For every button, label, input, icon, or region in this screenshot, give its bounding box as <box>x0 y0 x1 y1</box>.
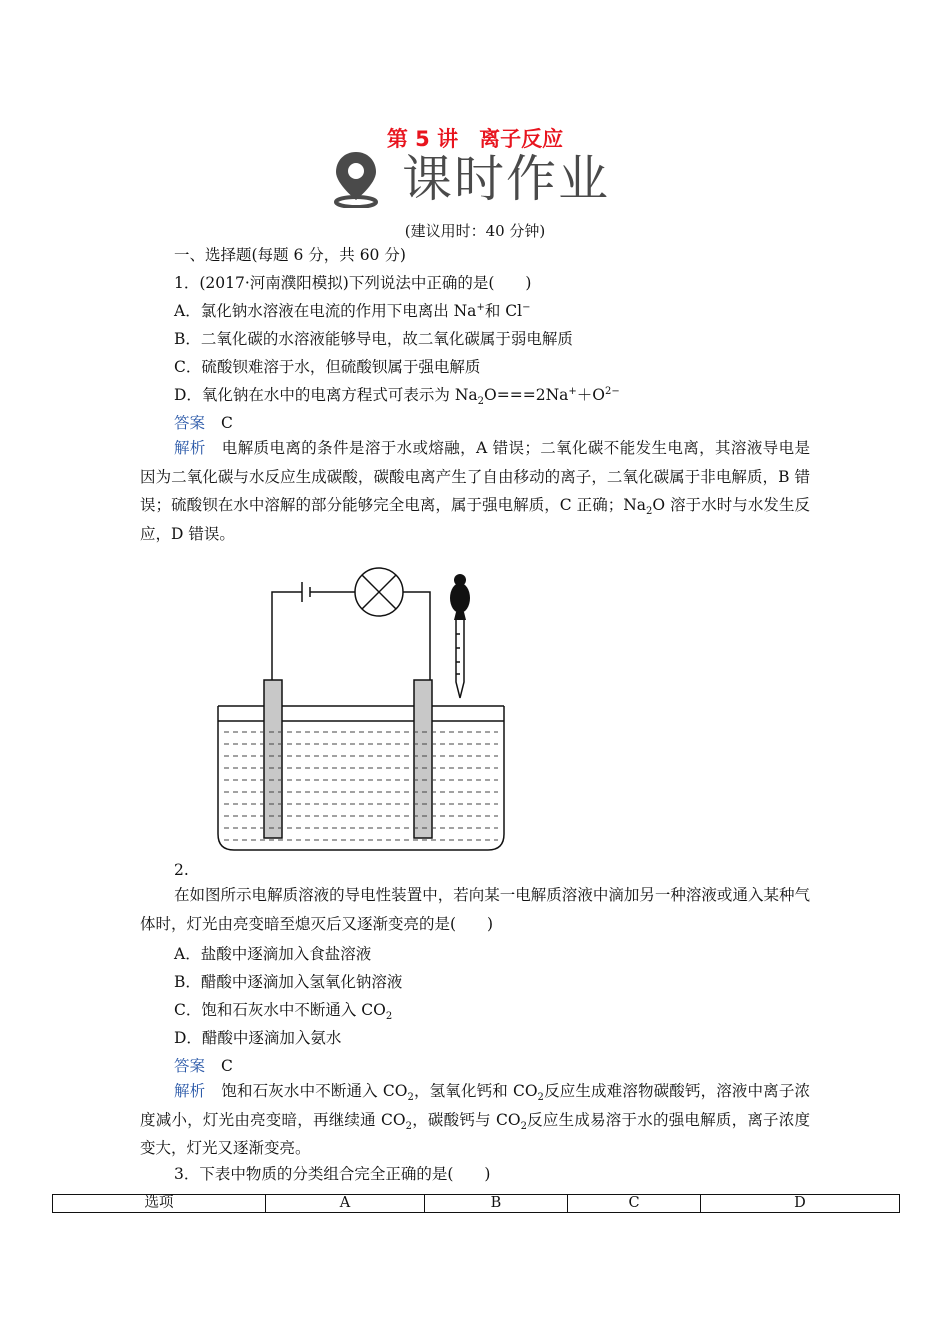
table-row <box>53 1195 900 1213</box>
q2-option-c: C．饱和石灰水中不断通入 $CO_2$ <box>174 1001 393 1023</box>
table-header-cell: B <box>425 1195 568 1213</box>
q2-answer: 答案 C <box>174 1057 233 1075</box>
q1-stem: 1．(2017·河南濮阳模拟)下列说法中正确的是( ) <box>174 274 532 292</box>
conductivity-apparatus-figure <box>192 556 530 874</box>
suggested-time: (建议用时：40 分钟) <box>404 222 546 240</box>
table-header-cell: D <box>701 1195 900 1213</box>
q1-option-c: C．硫酸钡难溶于水，但硫酸钡属于强电解质 <box>174 358 481 376</box>
location-pin-icon <box>326 148 386 208</box>
q1-option-b: B．二氧化碳的水溶液能够导电，故二氧化碳属于弱电解质 <box>174 330 573 348</box>
banner-title: 课时作业 <box>402 150 610 208</box>
q2-option-b: B．醋酸中逐滴加入氢氧化钠溶液 <box>174 973 403 991</box>
q1-option-d: D．氧化钠在水中的电离方程式可表示为 $Na_2O===2Na^++O^{2-}$ <box>174 385 620 408</box>
q1-option-a: A．氯化钠水溶液在电流的作用下电离出 Na+和 Cl− <box>174 301 531 320</box>
classification-table <box>52 1194 900 1213</box>
q2-number: 2. <box>174 861 189 879</box>
q1-answer: 答案 C <box>174 414 233 432</box>
q2-option-a: A．盐酸中逐滴加入食盐溶液 <box>174 945 372 963</box>
table-header-cell: 选项 <box>53 1195 266 1213</box>
q1-analysis: 解析 电解质电离的条件是溶于水或熔融，A 错误；二氧化碳不能发生电离，其溶液导电是因为二氧化碳与水反应生成碳酸，碳酸电离产生了自由移动的离子，二氧化碳属于非电解质，B 错误；硫酸钡在水中溶解的部分能够完全电离，属于强电解质，C 正确；$Na_2O$ 溶于水时与水发生反应，D 错误。 <box>140 439 810 543</box>
q2-analysis: 解析 饱和石灰水中不断通入 $CO_2$，氢氧化钙和 $CO_2$反应生成难溶物碳酸钙，溶液中离子浓度减小，灯光由亮变暗，再继续通 $CO_2$，碳酸钙与 $CO_2$反应生成易溶于水的强电解质，离子浓度变大，灯光又逐渐变亮。 <box>140 1082 810 1157</box>
q3-stem: 3．下表中物质的分类组合完全正确的是( ) <box>174 1165 491 1183</box>
table-header-cell: A <box>266 1195 425 1213</box>
q2-option-d: D．醋酸中逐滴加入氨水 <box>174 1029 342 1047</box>
section-heading: 一、选择题(每题 6 分，共 60 分) <box>174 246 406 264</box>
homework-banner <box>326 148 626 210</box>
table-header-cell: C <box>568 1195 701 1213</box>
q2-stem: 在如图所示电解质溶液的导电性装置中，若向某一电解质溶液中滴加另一种溶液或通入某种气体时，灯光由亮变暗至熄灭后又逐渐变亮的是( ) <box>140 886 810 933</box>
page-title: 第 5 讲 离子反应 <box>386 127 564 151</box>
